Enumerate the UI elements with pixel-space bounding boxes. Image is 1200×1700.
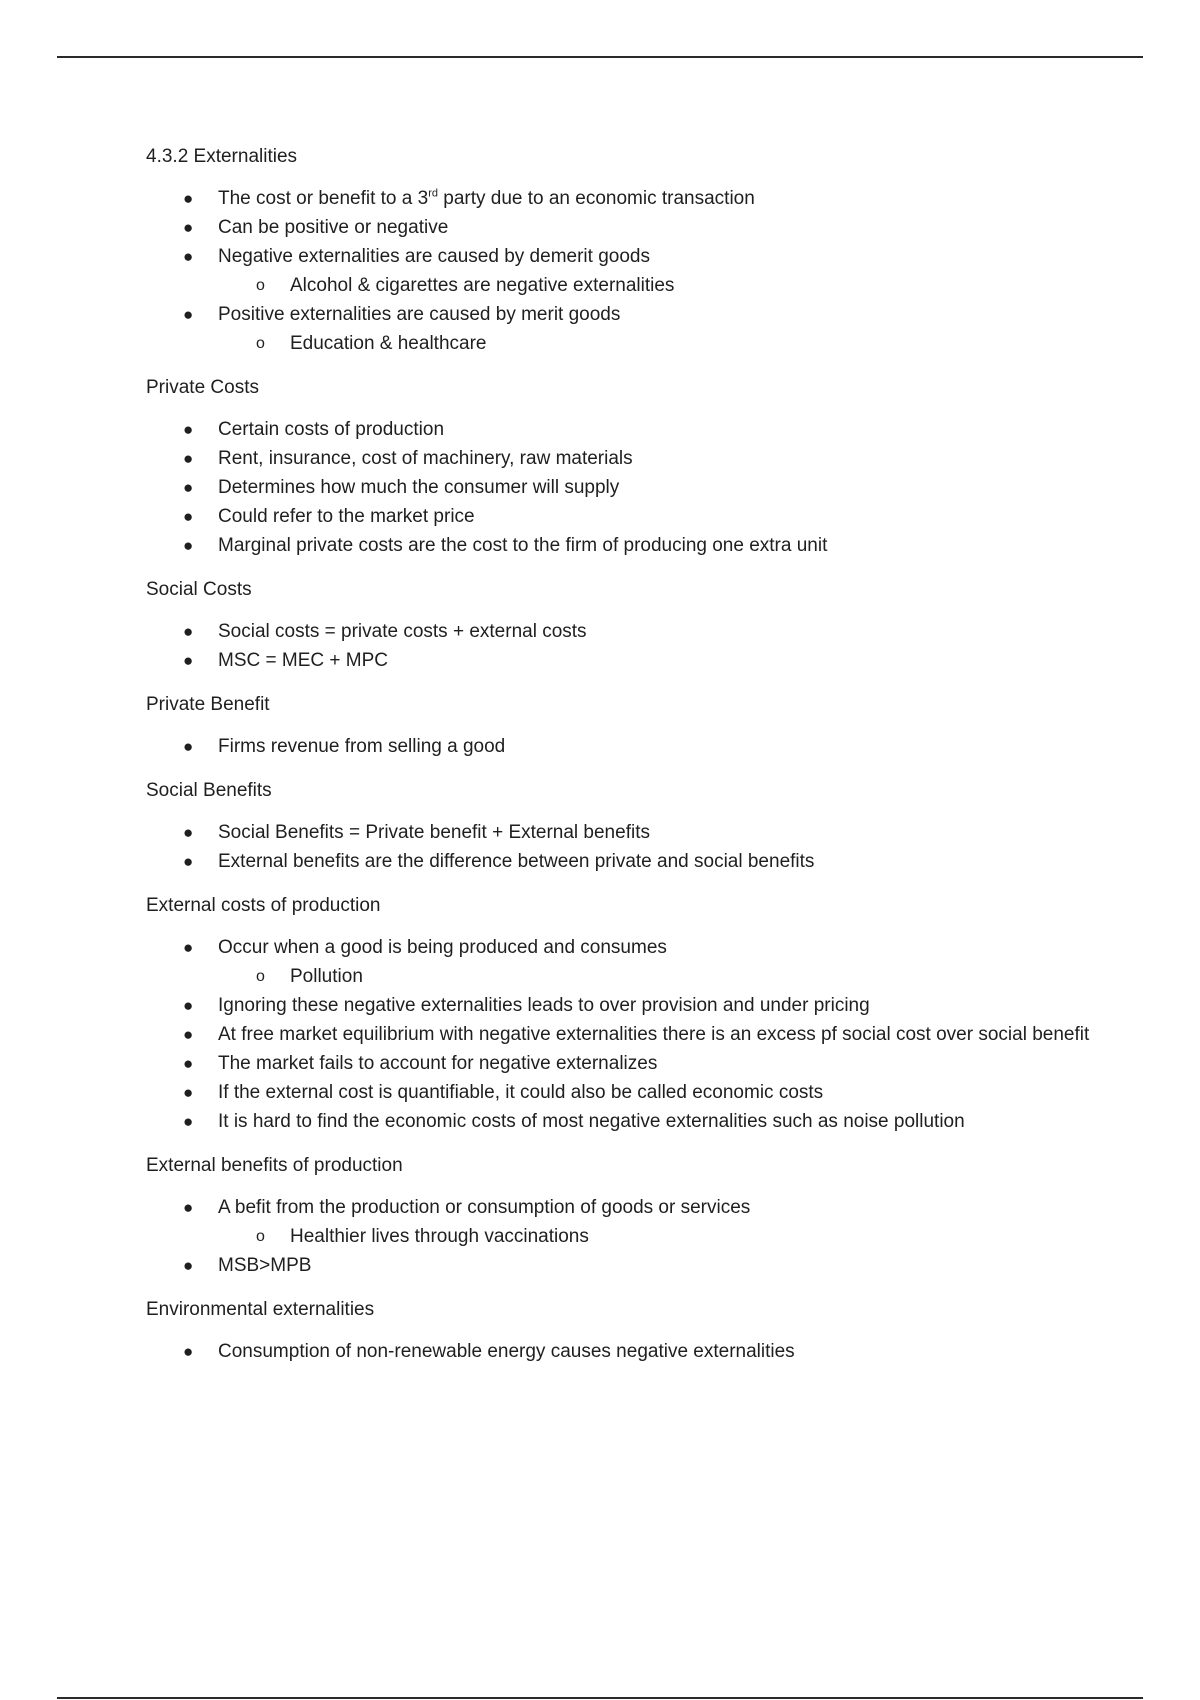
- bullet-icon: ●: [183, 737, 194, 756]
- sub-list: [218, 271, 1106, 300]
- sub-list-item: [218, 329, 1106, 358]
- bullet-list: [146, 933, 1106, 1136]
- circle-bullet-icon: o: [256, 277, 265, 294]
- section-heading: External costs of production: [146, 895, 381, 916]
- sub-list: [218, 329, 1106, 358]
- list-item: [146, 847, 1106, 876]
- bullet-icon: ●: [183, 478, 194, 497]
- bullet-list: [146, 818, 1106, 876]
- section-environmental-externalities: [146, 1297, 1106, 1366]
- list-item: [146, 300, 1106, 358]
- bullet-icon: ●: [183, 1025, 194, 1044]
- list-item: [146, 1251, 1106, 1280]
- section-social-benefits: [146, 778, 1106, 876]
- bullet-icon: ●: [183, 1083, 194, 1102]
- bullet-icon: ●: [183, 1198, 194, 1217]
- section-private-costs: [146, 375, 1106, 560]
- list-item: [146, 617, 1106, 646]
- list-item-text: Determines how much the consumer will supply: [218, 477, 620, 498]
- section-external-benefits-of-production: [146, 1153, 1106, 1280]
- bullet-icon: ●: [183, 507, 194, 526]
- list-item-text: At free market equilibrium with negative externalities there is an excess pf social cost over social benefit: [218, 1024, 1090, 1045]
- sub-list-item: [218, 1222, 1106, 1251]
- list-item-text: It is hard to find the economic costs of most negative externalities such as noise pollution: [218, 1111, 965, 1132]
- list-item: [146, 646, 1106, 675]
- list-item: [146, 473, 1106, 502]
- bullet-list: [146, 184, 1106, 358]
- sub-list-item-text: Education & healthcare: [290, 333, 487, 354]
- bullet-icon: ●: [183, 1054, 194, 1073]
- sub-list-item-text: Healthier lives through vaccinations: [290, 1226, 589, 1247]
- circle-bullet-icon: o: [256, 335, 265, 352]
- list-item: [146, 242, 1106, 300]
- section-heading: Private Costs: [146, 377, 259, 398]
- list-item-text: Rent, insurance, cost of machinery, raw materials: [218, 448, 633, 469]
- sub-list-item: [218, 271, 1106, 300]
- list-item: [146, 1107, 1106, 1136]
- sub-list: [218, 1222, 1106, 1251]
- list-item: [146, 1049, 1106, 1078]
- list-item-text: MSB>MPB: [218, 1255, 312, 1276]
- list-item: [146, 213, 1106, 242]
- list-item: [146, 502, 1106, 531]
- list-item-text: External benefits are the difference between private and social benefits: [218, 851, 815, 872]
- section-heading: External benefits of production: [146, 1155, 403, 1176]
- list-item-text: MSC = MEC + MPC: [218, 650, 388, 671]
- section-external-costs-of-production: [146, 893, 1106, 1136]
- bullet-list: [146, 617, 1106, 675]
- list-item-text: Social costs = private costs + external costs: [218, 621, 587, 642]
- list-item: [146, 991, 1106, 1020]
- list-item-text: Certain costs of production: [218, 419, 445, 440]
- bullet-list: [146, 1337, 1106, 1366]
- list-item-text: A befit from the production or consumption of goods or services: [218, 1197, 751, 1218]
- list-item: [146, 1337, 1106, 1366]
- bullet-icon: ●: [183, 420, 194, 439]
- list-item-text: Consumption of non-renewable energy causes negative externalities: [218, 1341, 795, 1362]
- bullet-icon: ●: [183, 218, 194, 237]
- list-item-text: Can be positive or negative: [218, 217, 449, 238]
- sub-list: [218, 962, 1106, 991]
- header-rule: [57, 56, 1143, 58]
- bullet-icon: ●: [183, 622, 194, 641]
- list-item: [146, 1078, 1106, 1107]
- list-item-text: Negative externalities are caused by demerit goods: [218, 246, 650, 267]
- list-item: [146, 531, 1106, 560]
- circle-bullet-icon: o: [256, 968, 265, 985]
- list-item: [146, 184, 1106, 213]
- sub-list-item-text: Alcohol & cigarettes are negative externalities: [290, 275, 675, 296]
- section-heading: 4.3.2 Externalities: [146, 146, 298, 167]
- list-item-text: Occur when a good is being produced and consumes: [218, 937, 667, 958]
- list-item-text: Social Benefits = Private benefit + External benefits: [218, 822, 650, 843]
- footer-rule: [57, 1697, 1143, 1699]
- bullet-icon: ●: [183, 1342, 194, 1361]
- section-heading: Social Benefits: [146, 780, 272, 801]
- list-item-text: The cost or benefit to a 3rd party due to an economic transaction: [218, 187, 755, 209]
- sub-list-item: [218, 962, 1106, 991]
- section-heading: Social Costs: [146, 579, 252, 600]
- section-heading: Private Benefit: [146, 694, 270, 715]
- bullet-icon: ●: [183, 651, 194, 670]
- list-item-text: The market fails to account for negative externalizes: [218, 1053, 658, 1074]
- section-externalities: [146, 144, 1106, 358]
- list-item-text: Positive externalities are caused by merit goods: [218, 304, 621, 325]
- superscript: rd: [428, 187, 438, 200]
- list-item-text: If the external cost is quantifiable, it could also be called economic costs: [218, 1082, 824, 1103]
- bullet-icon: ●: [183, 852, 194, 871]
- list-item: [146, 818, 1106, 847]
- list-item: [146, 415, 1106, 444]
- bullet-icon: ●: [183, 449, 194, 468]
- list-item: [146, 1193, 1106, 1251]
- bullet-list: [146, 415, 1106, 560]
- list-item: [146, 933, 1106, 991]
- list-item-text: Could refer to the market price: [218, 506, 475, 527]
- bullet-list: [146, 1193, 1106, 1280]
- section-private-benefit: [146, 692, 1106, 761]
- list-item: [146, 1020, 1106, 1049]
- section-social-costs: [146, 577, 1106, 675]
- bullet-list: [146, 732, 1106, 761]
- list-item: [146, 444, 1106, 473]
- bullet-icon: ●: [183, 1112, 194, 1131]
- list-item: [146, 732, 1106, 761]
- document-body: [146, 144, 1106, 1383]
- bullet-icon: ●: [183, 189, 194, 208]
- sub-list-item-text: Pollution: [290, 966, 363, 987]
- bullet-icon: ●: [183, 247, 194, 266]
- list-item-text: Marginal private costs are the cost to the firm of producing one extra unit: [218, 535, 828, 556]
- circle-bullet-icon: o: [256, 1228, 265, 1245]
- bullet-icon: ●: [183, 938, 194, 957]
- bullet-icon: ●: [183, 1256, 194, 1275]
- list-item-text: Firms revenue from selling a good: [218, 736, 506, 757]
- bullet-icon: ●: [183, 305, 194, 324]
- bullet-icon: ●: [183, 996, 194, 1015]
- bullet-icon: ●: [183, 536, 194, 555]
- list-item-text: Ignoring these negative externalities leads to over provision and under pricing: [218, 995, 870, 1016]
- section-heading: Environmental externalities: [146, 1299, 375, 1320]
- bullet-icon: ●: [183, 823, 194, 842]
